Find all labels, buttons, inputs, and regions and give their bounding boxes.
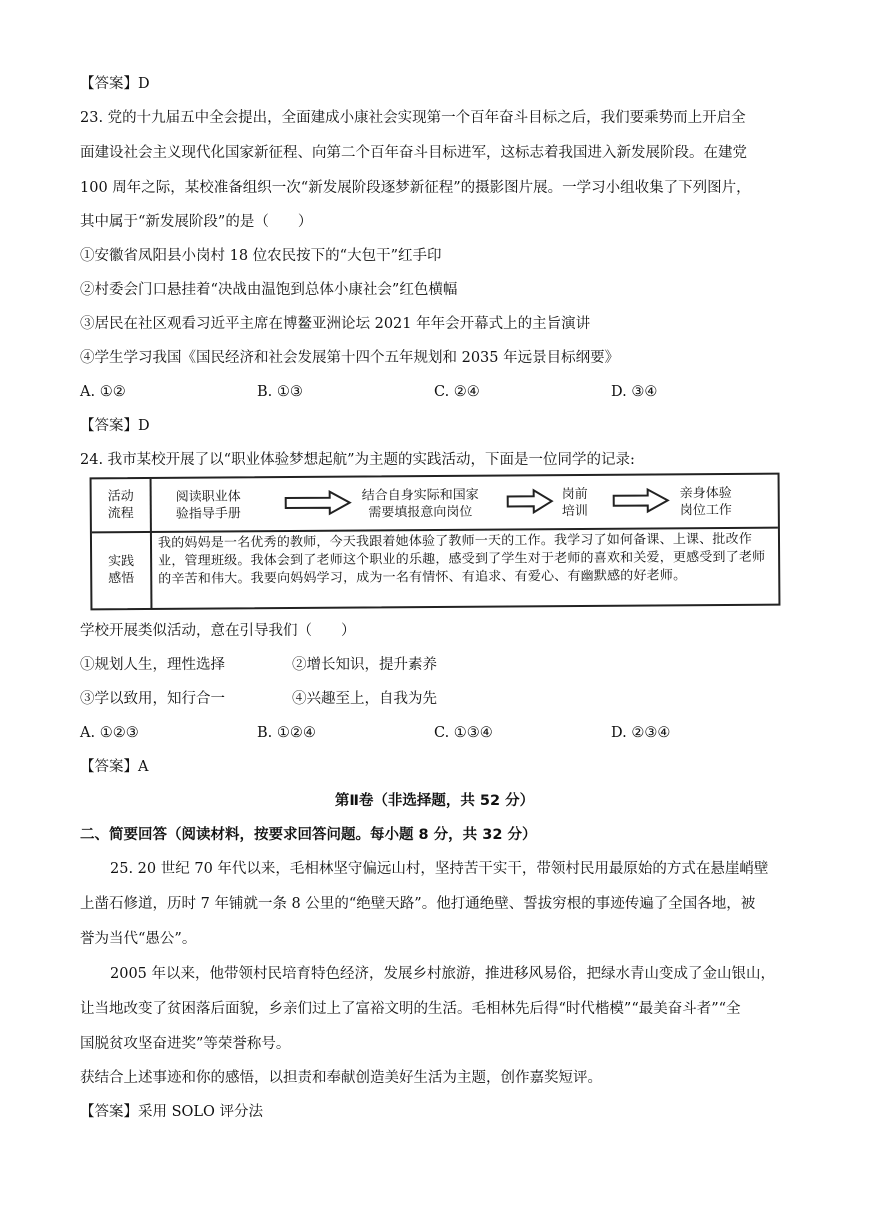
process-step-4: 亲身体验 岗位工作 [679,485,732,519]
q24-answer: 【答案】A [80,759,149,775]
q24-stem: 24. 我市某校开展了以“职业体验梦想起航”为主题的实践活动，下面是一位同学的记录: [80,452,635,468]
q23-item-1: ①安徽省凤阳县小岗村 18 位农民按下的“大包干”红手印 [80,248,442,264]
q23-stem-line-3: 100 周年之际，某校准备组织一次“新发展阶段逐梦新征程”的摄影图片展。一学习小组收集了下列图片， [80,180,751,196]
process-step-2: 结合自身实际和国家 需要填报意向岗位 [361,487,479,521]
answer-label: 【答案】D [80,76,150,92]
process-step-3: 岗前 培训 [561,486,588,520]
q23-stem-line-2: 面建设社会主义现代化国家新征程、向第二个百年奋斗目标进军，这标志着我国进入新发展阶段。在建党 [80,145,747,161]
reflection-header: 实践 感悟 [92,531,153,608]
arrow-icon [612,487,672,513]
reflection-text: 我的妈妈是一名优秀的教师，今天我跟着她体验了教师一天的工作。我学习了如何备课、上课、批改作业，管理班级。我体会到了老师这个职业的乐趣，感受到了学生对于老师的喜欢和关爱，更感受到了老师的辛苦和伟大。我要向妈妈学习，成为一名有情怀、有追求、有爱心、有幽默感的好老师。 [157,531,766,587]
q25-para1-line-3: 誉为当代“愚公”。 [80,931,197,947]
q24-question: 学校开展类似活动，意在引导我们（ ） [80,623,356,639]
q25-task: 获结合上述事迹和你的感悟，以担责和奉献创造美好生活为主题，创作嘉奖短评。 [80,1070,602,1086]
arrow-icon [506,488,556,514]
q24-item-1: ①规划人生，理性选择 [80,657,225,673]
q24-option-c: C. ①③④ [434,725,493,741]
q25-answer: 【答案】采用 SOLO 评分法 [80,1104,264,1120]
q23-option-d: D. ③④ [611,384,658,400]
activity-record-table [90,473,781,611]
reflection-row [92,527,779,609]
process-row [92,475,778,534]
process-step-1: 阅读职业体 验指导手册 [175,489,241,522]
q25-para2-line-2: 让当地改变了贫困落后面貌，乡亲们过上了富裕文明的生活。毛相林先后得“时代楷模”“最美奋斗者”“全 [80,1001,741,1017]
q24-option-a: A. ①②③ [80,725,139,741]
section-2-title: 二、简要回答（阅读材料，按要求回答问题。每小题 8 分，共 32 分） [80,827,537,843]
q24-option-d: D. ②③④ [611,725,671,741]
q25-para1-line-2: 上凿石修道，历时 7 年铺就一条 8 公里的“绝壁天路”。他打通绝壁、誓拔穷根的事迹传遍了全国各地，被 [80,896,756,912]
process-header: 活动 流程 [92,479,152,531]
q23-item-2: ②村委会门口悬挂着“决战由温饱到总体小康社会”红色横幅 [80,282,458,298]
part-2-title: 第Ⅱ卷（非选择题，共 52 分） [334,793,535,809]
q23-item-3: ③居民在社区观看习近平主席在博鳌亚洲论坛 2021 年年会开幕式上的主旨演讲 [80,316,591,332]
q23-item-4: ④学生学习我国《国民经济和社会发展第十四个五年规划和 2035 年远景目标纲要》 [80,350,620,366]
q24-item-4: ④兴趣至上，自我为先 [292,691,437,707]
arrow-icon [284,490,354,516]
q23-option-b: B. ①③ [257,384,303,400]
q24-option-b: B. ①②④ [257,725,316,741]
q23-stem-line-4: 其中属于“新发展阶段”的是（ ） [80,214,313,230]
q24-item-2: ②增长知识，提升素养 [292,657,437,673]
q25-para1-line-1: 25. 20 世纪 70 年代以来，毛相林坚守偏远山村，坚持苦干实干，带领村民用最原始的方式在悬崖峭壁 [110,861,769,877]
q25-para2-line-1: 2005 年以来，他带领村民培育特色经济，发展乡村旅游，推进移风易俗，把绿水青山变成了金山银山， [110,966,776,982]
q25-para2-line-3: 国脱贫攻坚奋进奖”等荣誉称号。 [80,1036,291,1052]
q24-item-3: ③学以致用，知行合一 [80,691,225,707]
q23-option-c: C. ②④ [434,384,480,400]
q23-answer: 【答案】D [80,418,150,434]
q23-stem-line-1: 23. 党的十九届五中全会提出，全面建成小康社会实现第一个百年奋斗目标之后，我们要乘势而上开启全 [80,110,746,126]
q23-option-a: A. ①② [80,384,126,400]
